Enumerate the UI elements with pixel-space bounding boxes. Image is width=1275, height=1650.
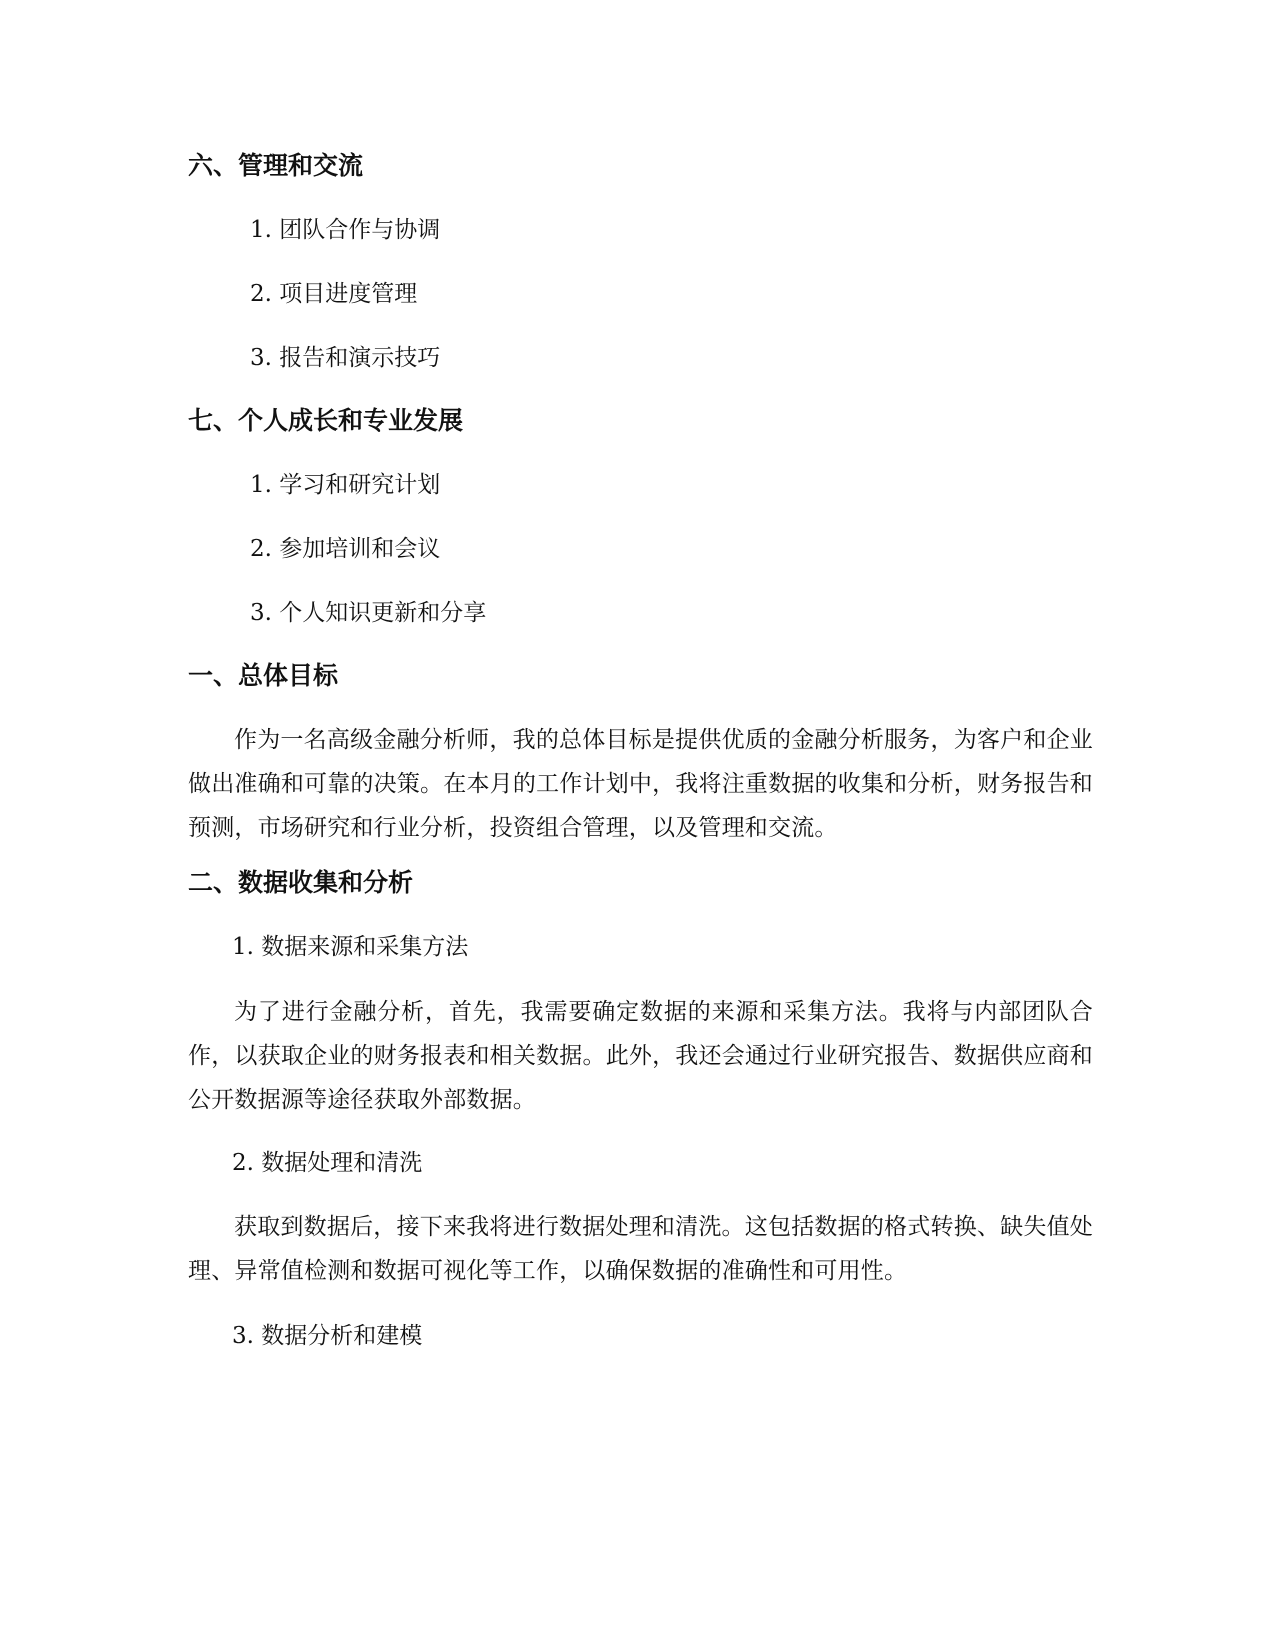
list-item: 3. 个人知识更新和分享 [250, 600, 487, 626]
list-item: 2. 参加培训和会议 [250, 536, 441, 562]
section-heading-data-collection-analysis: 二、数据收集和分析 [188, 868, 414, 897]
section-heading-overall-goal: 一、总体目标 [188, 661, 339, 690]
overall-goal-paragraph: 作为一名高级金融分析师，我的总体目标是提供优质的金融分析服务，为客户和企业做出准确和可靠的决策。在本月的工作计划中，我将注重数据的收集和分析，财务报告和预测，市场研究和行业分析，投资组合管理，以及管理和交流。 [188, 727, 1093, 841]
data-processing-paragraph: 获取到数据后，接下来我将进行数据处理和清洗。这包括数据的格式转换、缺失值处理、异常值检测和数据可视化等工作，以确保数据的准确性和可用性。 [188, 1214, 1093, 1284]
section-heading-management-communication: 六、管理和交流 [188, 151, 364, 180]
list-item: 1. 学习和研究计划 [250, 472, 441, 498]
subsection-data-processing: 2. 数据处理和清洗 [232, 1150, 423, 1176]
section-heading-personal-growth: 七、个人成长和专业发展 [188, 406, 464, 435]
subsection-data-sources: 1. 数据来源和采集方法 [232, 934, 469, 960]
list-item: 1. 团队合作与协调 [250, 217, 441, 243]
subsection-data-modeling: 3. 数据分析和建模 [232, 1323, 423, 1349]
list-item: 3. 报告和演示技巧 [250, 345, 441, 371]
data-sources-paragraph: 为了进行金融分析，首先，我需要确定数据的来源和采集方法。我将与内部团队合作，以获取企业的财务报表和相关数据。此外，我还会通过行业研究报告、数据供应商和公开数据源等途径获取外部数据。 [188, 999, 1093, 1113]
list-item: 2. 项目进度管理 [250, 281, 418, 307]
